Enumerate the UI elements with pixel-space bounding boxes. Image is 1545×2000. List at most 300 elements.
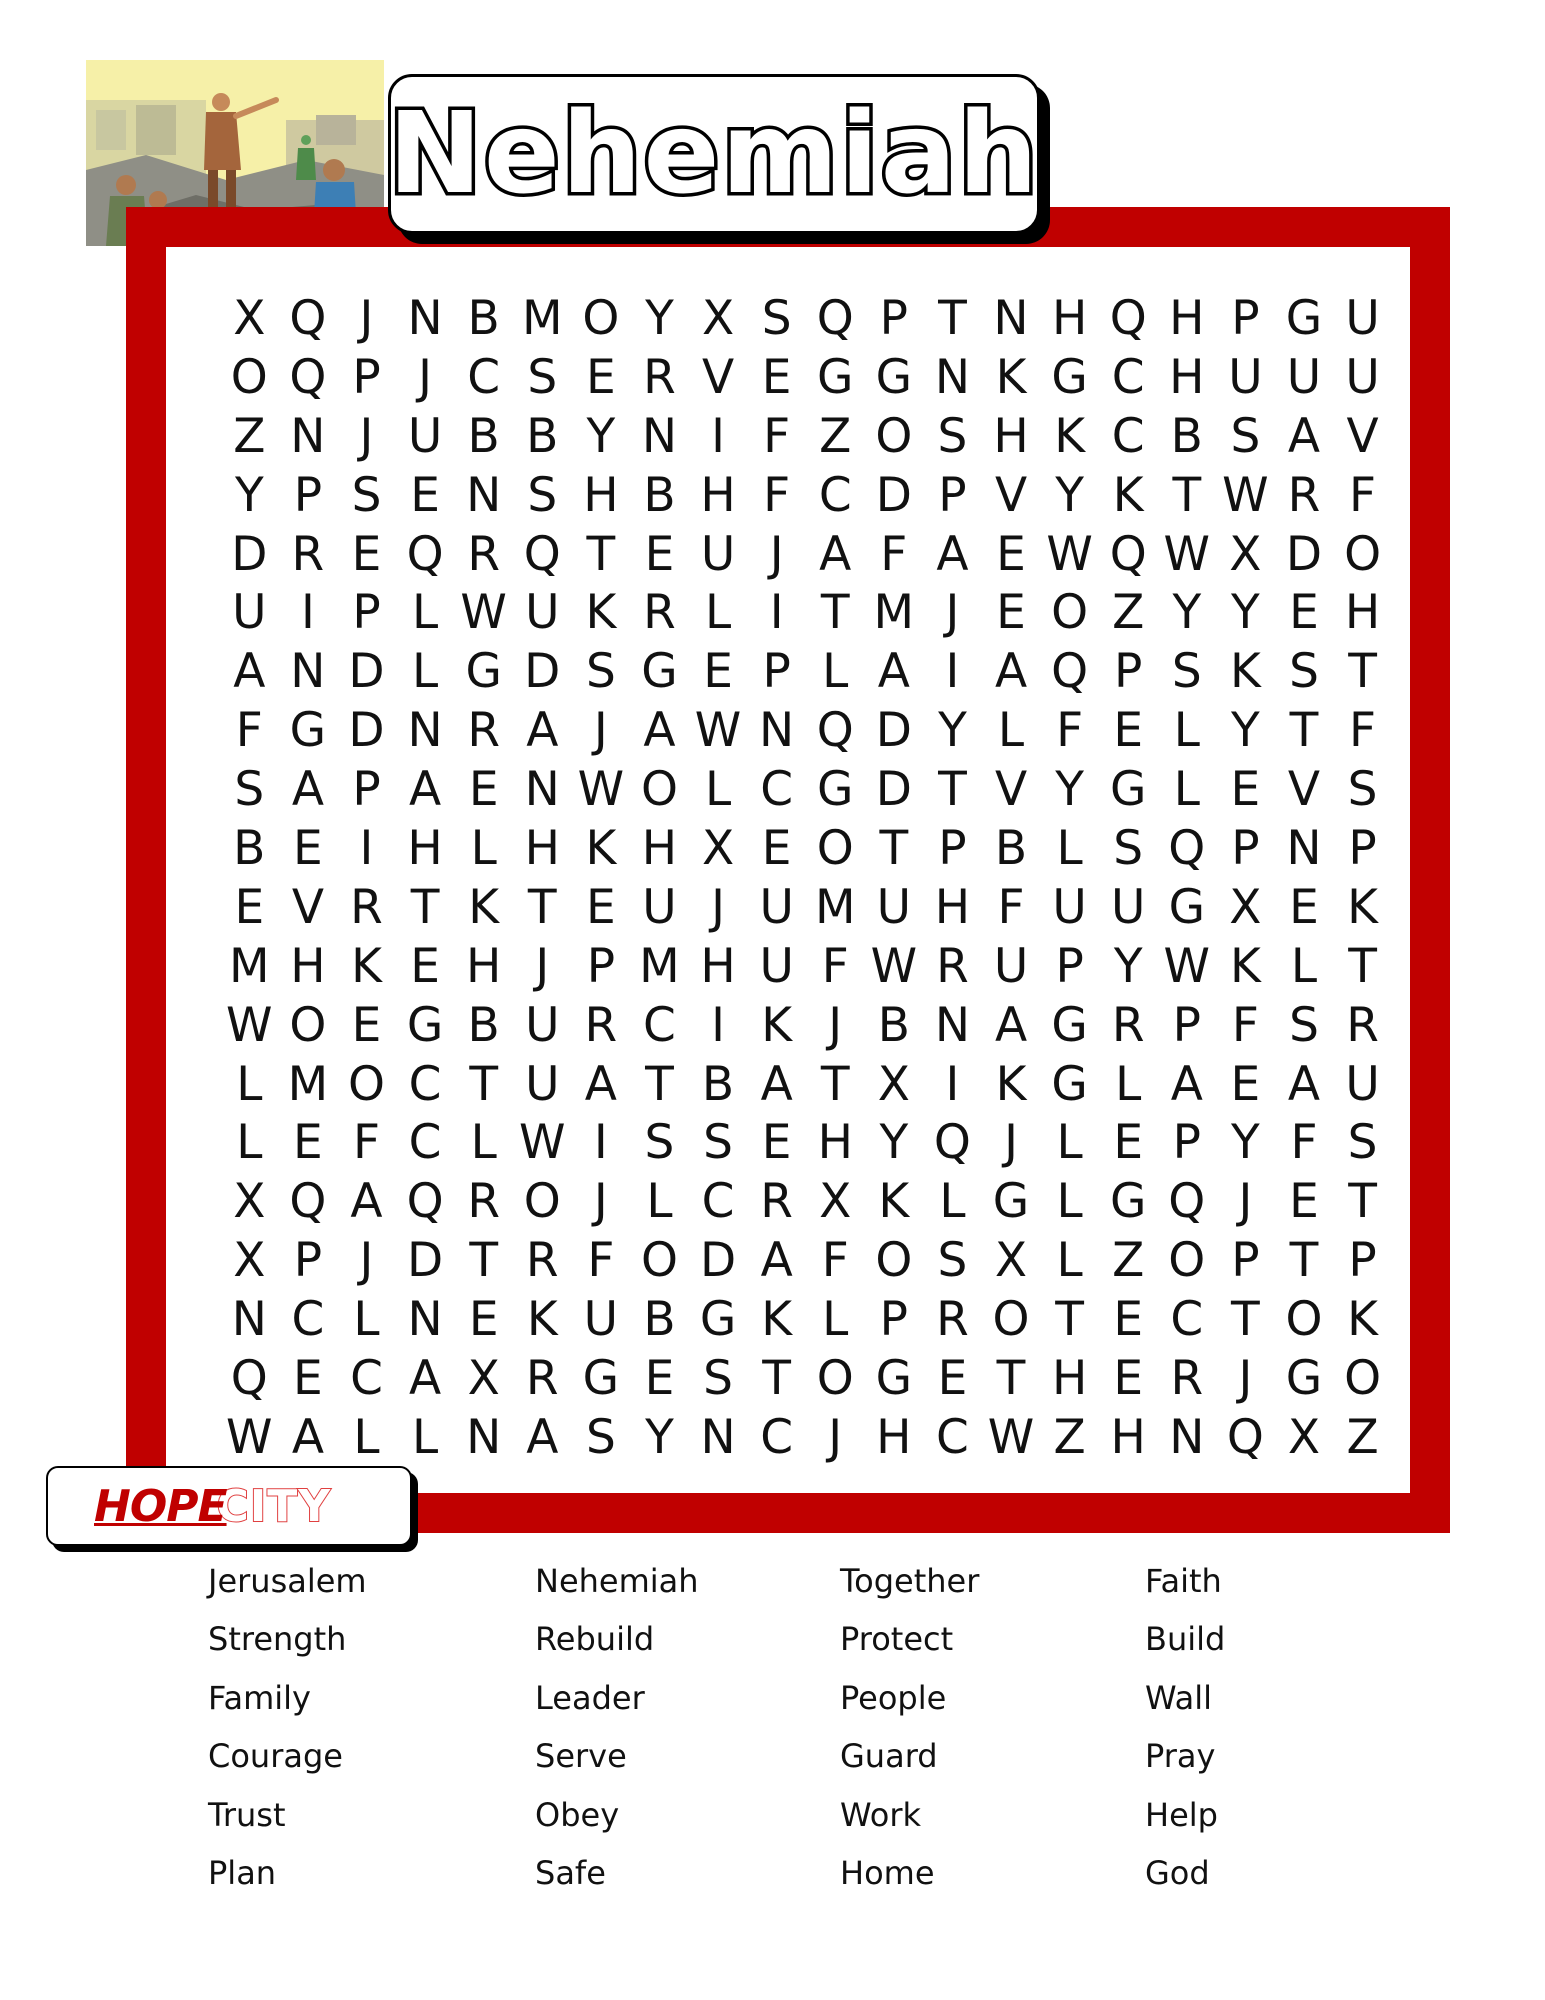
grid-letter[interactable]: G [641, 644, 678, 700]
grid-letter[interactable]: B [467, 408, 500, 464]
grid-letter[interactable]: E [761, 1115, 792, 1171]
grid-letter[interactable]: E [996, 526, 1026, 582]
grid-letter[interactable]: V [994, 762, 1028, 818]
grid-letter[interactable]: C [408, 1056, 442, 1112]
grid-letter[interactable]: K [468, 879, 500, 935]
grid-letter[interactable]: O [816, 820, 854, 876]
grid-letter[interactable]: P [1231, 1233, 1260, 1289]
grid-letter[interactable]: E [1113, 1292, 1144, 1348]
grid-letter[interactable]: L [470, 1115, 497, 1171]
grid-letter[interactable]: N [231, 1292, 267, 1348]
grid-letter[interactable]: D [231, 526, 268, 582]
grid-letter[interactable]: T [527, 879, 557, 935]
grid-letter[interactable]: K [1112, 467, 1144, 523]
grid-letter[interactable]: O [523, 1174, 561, 1230]
grid-letter[interactable]: Y [1055, 467, 1084, 523]
grid-letter[interactable]: M [287, 1056, 329, 1112]
grid-letter[interactable]: K [1229, 938, 1261, 994]
grid-letter[interactable]: X [819, 1174, 852, 1230]
grid-letter[interactable]: U [759, 879, 794, 935]
grid-letter[interactable]: O [1344, 1350, 1382, 1406]
grid-letter[interactable]: H [1169, 349, 1205, 405]
grid-letter[interactable]: D [1285, 526, 1323, 582]
grid-letter[interactable]: E [644, 1350, 675, 1406]
grid-letter[interactable]: H [466, 938, 502, 994]
grid-letter[interactable]: H [583, 467, 619, 523]
grid-letter[interactable]: G [1051, 997, 1088, 1053]
grid-letter[interactable]: E [1113, 703, 1144, 759]
grid-letter[interactable]: S [527, 349, 558, 405]
grid-letter[interactable]: J [1238, 1174, 1253, 1230]
grid-letter[interactable]: Q [933, 1115, 971, 1171]
grid-letter[interactable]: I [593, 1115, 608, 1171]
grid-letter[interactable]: U [700, 526, 736, 582]
grid-letter[interactable]: L [353, 1409, 380, 1465]
grid-letter[interactable]: S [703, 1350, 733, 1406]
grid-letter[interactable]: A [291, 1409, 324, 1465]
grid-letter[interactable]: S [234, 762, 265, 818]
grid-letter[interactable]: I [711, 408, 725, 464]
grid-letter[interactable]: F [1231, 997, 1259, 1053]
grid-letter[interactable]: U [583, 1292, 619, 1348]
grid-letter[interactable]: J [1238, 1350, 1253, 1406]
grid-letter[interactable]: U [1111, 879, 1146, 935]
grid-letter[interactable]: T [879, 820, 909, 876]
grid-letter[interactable]: C [643, 997, 676, 1053]
grid-letter[interactable]: F [1056, 703, 1084, 759]
grid-letter[interactable]: Y [586, 408, 616, 464]
grid-letter[interactable]: L [997, 703, 1025, 759]
grid-letter[interactable]: B [701, 1056, 735, 1112]
grid-letter[interactable]: B [877, 997, 910, 1053]
grid-letter[interactable]: Y [645, 290, 674, 346]
grid-letter[interactable]: Q [816, 703, 854, 759]
grid-letter[interactable]: W [1222, 467, 1269, 523]
grid-letter[interactable]: T [1348, 938, 1377, 994]
grid-letter[interactable]: G [1051, 1056, 1088, 1112]
grid-letter[interactable]: P [879, 1292, 908, 1348]
grid-letter[interactable]: G [817, 349, 854, 405]
grid-letter[interactable]: O [875, 1233, 913, 1289]
grid-letter[interactable]: Y [1113, 938, 1143, 994]
grid-letter[interactable]: L [1173, 703, 1200, 759]
grid-letter[interactable]: C [1111, 408, 1145, 464]
grid-letter[interactable]: F [997, 879, 1025, 935]
grid-letter[interactable]: E [937, 1350, 968, 1406]
grid-letter[interactable]: I [300, 585, 315, 641]
grid-letter[interactable]: E [293, 1350, 323, 1406]
grid-letter[interactable]: P [1231, 820, 1260, 876]
grid-letter[interactable]: U [993, 938, 1029, 994]
grid-letter[interactable]: U [1345, 1056, 1380, 1112]
grid-letter[interactable]: M [521, 290, 563, 346]
grid-letter[interactable]: R [291, 526, 325, 582]
grid-letter[interactable]: K [351, 938, 382, 994]
grid-letter[interactable]: C [350, 1350, 383, 1406]
grid-letter[interactable]: W [460, 585, 507, 641]
grid-letter[interactable]: H [1051, 290, 1088, 346]
grid-letter[interactable]: N [759, 703, 795, 759]
grid-letter[interactable]: A [1287, 408, 1321, 464]
grid-letter[interactable]: S [1171, 644, 1202, 700]
grid-letter[interactable]: K [526, 1292, 558, 1348]
grid-letter[interactable]: L [236, 1115, 263, 1171]
grid-letter[interactable]: E [761, 349, 792, 405]
grid-letter[interactable]: A [994, 644, 1028, 700]
grid-letter[interactable]: K [1054, 408, 1086, 464]
grid-letter[interactable]: J [1004, 1115, 1018, 1171]
grid-letter[interactable]: D [699, 1233, 737, 1289]
grid-letter[interactable]: Q [1109, 526, 1147, 582]
grid-letter[interactable]: Y [1231, 703, 1260, 759]
grid-letter[interactable]: T [762, 1350, 791, 1406]
grid-letter[interactable]: Y [879, 1115, 909, 1171]
grid-letter[interactable]: A [760, 1233, 793, 1289]
grid-letter[interactable]: E [586, 349, 616, 405]
grid-letter[interactable]: U [232, 585, 267, 641]
grid-letter[interactable]: H [1110, 1409, 1146, 1465]
grid-letter[interactable]: P [293, 1233, 323, 1289]
grid-letter[interactable]: M [814, 879, 856, 935]
grid-letter[interactable]: J [535, 938, 550, 994]
grid-letter[interactable]: L [704, 762, 732, 818]
grid-letter[interactable]: U [876, 879, 912, 935]
grid-letter[interactable]: Z [233, 408, 266, 464]
grid-letter[interactable]: S [351, 467, 382, 523]
grid-letter[interactable]: J [769, 526, 784, 582]
grid-letter[interactable]: N [641, 408, 678, 464]
grid-letter[interactable]: J [359, 408, 374, 464]
grid-letter[interactable]: E [351, 997, 382, 1053]
grid-letter[interactable]: P [586, 938, 616, 994]
grid-letter[interactable]: P [352, 585, 381, 641]
grid-letter[interactable]: T [938, 762, 967, 818]
grid-letter[interactable]: H [524, 820, 560, 876]
grid-letter[interactable]: Z [1112, 1233, 1145, 1289]
grid-letter[interactable]: H [817, 1115, 853, 1171]
grid-letter[interactable]: H [700, 467, 736, 523]
grid-letter[interactable]: N [466, 1409, 502, 1465]
grid-letter[interactable]: U [1228, 349, 1263, 405]
grid-letter[interactable]: U [1286, 349, 1322, 405]
grid-letter[interactable]: L [646, 1174, 673, 1230]
grid-letter[interactable]: L [1056, 1174, 1083, 1230]
grid-letter[interactable]: P [879, 290, 908, 346]
grid-letter[interactable]: N [524, 762, 560, 818]
grid-letter[interactable]: R [936, 938, 969, 994]
grid-letter[interactable]: K [761, 1292, 793, 1348]
grid-letter[interactable]: S [644, 1115, 675, 1171]
grid-letter[interactable]: S [1347, 1115, 1378, 1171]
grid-letter[interactable]: A [409, 762, 442, 818]
grid-letter[interactable]: L [1056, 1115, 1083, 1171]
grid-letter[interactable]: N [466, 467, 502, 523]
grid-letter[interactable]: Q [406, 1174, 444, 1230]
grid-letter[interactable]: J [359, 290, 374, 346]
grid-letter[interactable]: E [1289, 1174, 1319, 1230]
grid-letter[interactable]: Q [289, 290, 327, 346]
grid-letter[interactable]: E [410, 938, 440, 994]
grid-letter[interactable]: T [820, 585, 850, 641]
grid-letter[interactable]: X [701, 290, 735, 346]
grid-letter[interactable]: U [1345, 349, 1380, 405]
grid-letter[interactable]: S [703, 1115, 733, 1171]
grid-letter[interactable]: T [820, 1056, 850, 1112]
grid-letter[interactable]: T [996, 1350, 1026, 1406]
grid-letter[interactable]: A [819, 526, 852, 582]
grid-letter[interactable]: T [1348, 1174, 1377, 1230]
grid-letter[interactable]: J [828, 997, 843, 1053]
grid-letter[interactable]: J [418, 349, 433, 405]
grid-letter[interactable]: O [992, 1292, 1030, 1348]
grid-letter[interactable]: E [996, 585, 1026, 641]
grid-letter[interactable]: H [407, 820, 443, 876]
grid-letter[interactable]: R [1346, 997, 1379, 1053]
grid-letter[interactable]: E [1230, 1056, 1261, 1112]
grid-letter[interactable]: G [875, 1350, 913, 1406]
grid-letter[interactable]: K [761, 997, 793, 1053]
grid-letter[interactable]: V [1287, 762, 1321, 818]
grid-letter[interactable]: Q [1168, 1174, 1206, 1230]
grid-letter[interactable]: T [1289, 1233, 1319, 1289]
grid-letter[interactable]: P [1348, 1233, 1377, 1289]
grid-letter[interactable]: O [816, 1350, 854, 1406]
grid-letter[interactable]: Y [645, 1409, 674, 1465]
grid-letter[interactable]: Y [234, 467, 264, 523]
grid-letter[interactable]: Q [1109, 290, 1147, 346]
grid-letter[interactable]: Q [230, 1350, 268, 1406]
grid-letter[interactable]: N [993, 290, 1029, 346]
grid-letter[interactable]: K [995, 1056, 1027, 1112]
grid-letter[interactable]: H [1344, 585, 1381, 641]
grid-letter[interactable]: E [234, 879, 265, 935]
grid-letter[interactable]: K [878, 1174, 910, 1230]
grid-letter[interactable]: G [875, 349, 913, 405]
grid-letter[interactable]: I [711, 997, 725, 1053]
grid-letter[interactable]: L [1115, 1056, 1142, 1112]
grid-letter[interactable]: J [593, 1174, 608, 1230]
grid-letter[interactable]: F [763, 408, 791, 464]
grid-letter[interactable]: V [291, 879, 324, 935]
grid-letter[interactable]: K [1347, 879, 1378, 935]
grid-letter[interactable]: D [348, 644, 385, 700]
grid-letter[interactable]: L [411, 585, 439, 641]
grid-letter[interactable]: B [1170, 408, 1203, 464]
grid-letter[interactable]: E [468, 1292, 499, 1348]
grid-letter[interactable]: M [229, 938, 270, 994]
grid-letter[interactable]: G [699, 1292, 737, 1348]
grid-letter[interactable]: X [233, 1233, 266, 1289]
grid-letter[interactable]: X [233, 1174, 266, 1230]
grid-letter[interactable]: C [1111, 349, 1145, 405]
grid-letter[interactable]: Q [1168, 820, 1206, 876]
grid-letter[interactable]: T [469, 1233, 499, 1289]
grid-letter[interactable]: F [1349, 703, 1377, 759]
grid-letter[interactable]: Y [1231, 585, 1260, 641]
grid-letter[interactable]: L [411, 644, 439, 700]
grid-letter[interactable]: R [643, 585, 676, 641]
grid-letter[interactable]: G [582, 1350, 620, 1406]
grid-letter[interactable]: M [873, 585, 915, 641]
grid-letter[interactable]: T [1055, 1292, 1084, 1348]
grid-letter[interactable]: G [1285, 1350, 1323, 1406]
grid-letter[interactable]: G [817, 762, 854, 818]
grid-letter[interactable]: L [1056, 1233, 1083, 1289]
grid-letter[interactable]: W [1163, 938, 1211, 994]
grid-letter[interactable]: B [994, 820, 1028, 876]
grid-letter[interactable]: W [519, 1115, 566, 1171]
grid-letter[interactable]: T [469, 1056, 499, 1112]
grid-letter[interactable]: S [1113, 820, 1144, 876]
grid-letter[interactable]: O [1285, 1292, 1323, 1348]
grid-letter[interactable]: E [761, 820, 792, 876]
grid-letter[interactable]: G [992, 1174, 1030, 1230]
grid-letter[interactable]: S [1289, 644, 1319, 700]
grid-letter[interactable]: K [585, 585, 617, 641]
grid-letter[interactable]: A [877, 644, 910, 700]
grid-letter[interactable]: X [233, 290, 266, 346]
grid-letter[interactable]: R [525, 1350, 559, 1406]
grid-letter[interactable]: K [1347, 1292, 1378, 1348]
grid-letter[interactable]: L [1290, 938, 1318, 994]
grid-letter[interactable]: T [1231, 1292, 1260, 1348]
grid-letter[interactable]: X [994, 1233, 1028, 1289]
grid-letter[interactable]: F [821, 1233, 849, 1289]
grid-letter[interactable]: H [934, 879, 971, 935]
grid-letter[interactable]: T [586, 526, 616, 582]
grid-letter[interactable]: S [1289, 997, 1319, 1053]
grid-letter[interactable]: C [408, 1115, 442, 1171]
grid-letter[interactable]: I [945, 644, 960, 700]
grid-letter[interactable]: O [582, 290, 620, 346]
grid-letter[interactable]: L [704, 585, 732, 641]
grid-letter[interactable]: A [291, 762, 324, 818]
grid-letter[interactable]: G [289, 703, 327, 759]
grid-letter[interactable]: U [1345, 290, 1380, 346]
grid-letter[interactable]: C [467, 349, 501, 405]
grid-letter[interactable]: P [293, 467, 323, 523]
grid-letter[interactable]: X [1229, 526, 1262, 582]
grid-letter[interactable]: S [1230, 408, 1261, 464]
grid-letter[interactable]: D [406, 1233, 444, 1289]
grid-letter[interactable]: T [1172, 467, 1202, 523]
grid-letter[interactable]: J [593, 703, 608, 759]
grid-letter[interactable]: R [1170, 1350, 1204, 1406]
grid-letter[interactable]: U [525, 585, 560, 641]
grid-letter[interactable]: U [407, 408, 443, 464]
grid-letter[interactable]: Q [1226, 1409, 1264, 1465]
grid-letter[interactable]: W [694, 703, 742, 759]
grid-letter[interactable]: R [525, 1233, 559, 1289]
grid-letter[interactable]: A [526, 703, 559, 759]
grid-letter[interactable]: H [876, 1409, 912, 1465]
grid-letter[interactable]: X [1287, 1409, 1321, 1465]
grid-letter[interactable]: S [585, 644, 616, 700]
grid-letter[interactable]: Q [523, 526, 561, 582]
grid-letter[interactable]: A [233, 644, 266, 700]
grid-letter[interactable]: Y [938, 703, 967, 759]
grid-letter[interactable]: O [1344, 526, 1382, 582]
grid-letter[interactable]: E [410, 467, 440, 523]
grid-letter[interactable]: D [875, 762, 912, 818]
grid-letter[interactable]: H [290, 938, 326, 994]
grid-letter[interactable]: A [526, 1409, 559, 1465]
grid-letter[interactable]: Q [816, 290, 854, 346]
grid-letter[interactable]: L [353, 1292, 380, 1348]
grid-letter[interactable]: O [1051, 585, 1089, 641]
grid-letter[interactable]: S [761, 290, 792, 346]
grid-letter[interactable]: G [1285, 290, 1323, 346]
grid-letter[interactable]: A [760, 1056, 793, 1112]
grid-letter[interactable]: J [945, 585, 960, 641]
grid-letter[interactable]: O [230, 349, 268, 405]
grid-letter[interactable]: B [643, 467, 676, 523]
grid-letter[interactable]: T [1289, 703, 1319, 759]
grid-letter[interactable]: L [1056, 820, 1083, 876]
grid-letter[interactable]: E [1289, 585, 1319, 641]
grid-letter[interactable]: S [937, 1233, 968, 1289]
grid-letter[interactable]: N [407, 703, 443, 759]
grid-letter[interactable]: Z [1346, 1409, 1379, 1465]
grid-letter[interactable]: P [1348, 820, 1377, 876]
grid-letter[interactable]: E [351, 526, 382, 582]
grid-letter[interactable]: P [1231, 290, 1260, 346]
grid-letter[interactable]: C [291, 1292, 325, 1348]
grid-letter[interactable]: R [760, 1174, 793, 1230]
grid-letter[interactable]: W [987, 1409, 1035, 1465]
grid-letter[interactable]: P [352, 762, 381, 818]
grid-letter[interactable]: R [1111, 997, 1145, 1053]
grid-letter[interactable]: E [703, 644, 733, 700]
grid-letter[interactable]: R [467, 703, 500, 759]
grid-letter[interactable]: B [526, 408, 559, 464]
grid-letter[interactable]: Z [819, 408, 852, 464]
grid-letter[interactable]: P [352, 349, 381, 405]
grid-letter[interactable]: F [235, 703, 263, 759]
grid-letter[interactable]: M [639, 938, 680, 994]
grid-letter[interactable]: A [350, 1174, 383, 1230]
grid-letter[interactable]: E [1289, 879, 1319, 935]
grid-letter[interactable]: N [934, 349, 970, 405]
grid-letter[interactable]: K [1229, 644, 1261, 700]
grid-letter[interactable]: U [525, 997, 560, 1053]
grid-letter[interactable]: W [577, 762, 625, 818]
grid-letter[interactable]: X [1229, 879, 1262, 935]
grid-letter[interactable]: N [290, 644, 326, 700]
grid-letter[interactable]: H [1051, 1350, 1088, 1406]
grid-letter[interactable]: S [1347, 762, 1378, 818]
grid-letter[interactable]: G [1109, 762, 1147, 818]
grid-letter[interactable]: Q [289, 349, 327, 405]
grid-letter[interactable]: V [994, 467, 1028, 523]
grid-letter[interactable]: B [233, 820, 266, 876]
grid-letter[interactable]: P [1172, 1115, 1201, 1171]
grid-letter[interactable]: C [760, 1409, 794, 1465]
grid-letter[interactable]: N [1169, 1409, 1205, 1465]
grid-letter[interactable]: A [936, 526, 969, 582]
grid-letter[interactable]: C [936, 1409, 969, 1465]
grid-letter[interactable]: Z [1053, 1409, 1086, 1465]
grid-letter[interactable]: T [410, 879, 440, 935]
grid-letter[interactable]: N [407, 290, 443, 346]
grid-letter[interactable]: G [465, 644, 502, 700]
grid-letter[interactable]: O [289, 997, 327, 1053]
grid-letter[interactable]: F [1290, 1115, 1318, 1171]
grid-letter[interactable]: D [524, 644, 561, 700]
grid-letter[interactable]: P [1114, 644, 1143, 700]
grid-letter[interactable]: I [359, 820, 374, 876]
grid-letter[interactable]: G [1168, 879, 1205, 935]
